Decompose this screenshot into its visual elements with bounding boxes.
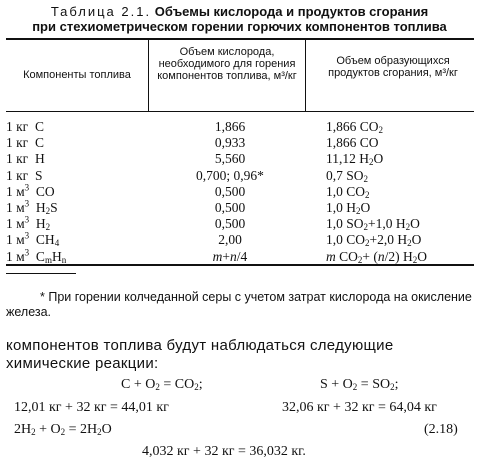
component-cell: 1 $м^3$ $C_mH_n$ xyxy=(6,247,67,265)
component-cell: 1 кг S xyxy=(6,167,43,183)
equation-hydrogen: $2H_2 + O_2 = 2H_2O$ xyxy=(14,422,112,437)
table-top-rule xyxy=(6,38,474,40)
component-cell: 1 кг C xyxy=(6,135,44,151)
component-cell: 1 $м^3$ CO xyxy=(6,182,55,199)
component-cell: 1 $м^3$ $CH_4$ xyxy=(6,230,60,249)
header-products: Объем образующихся продуктов сгорания, м³/кг xyxy=(328,55,458,79)
products-cell: 1,0 $H_2O$ xyxy=(326,200,371,216)
table-title: Объемы кислорода и продуктов сгорания xyxy=(154,4,429,19)
table-row xyxy=(0,200,479,215)
oxygen-cell: 5,560 xyxy=(214,151,246,167)
header-components: Компоненты топлива xyxy=(23,69,131,81)
equation-sulfur: $S + O_2 = SO_2$; xyxy=(320,377,399,392)
equation-carbon-mass: 12,01 кг + 32 кг = 44,01 кг xyxy=(14,400,169,415)
equation-carbon: $C + O_2 = CO_2$; xyxy=(121,377,203,392)
table-row xyxy=(0,135,479,150)
table-title-cont: при стехиометрическом горении горючих компонентов топлива xyxy=(32,19,447,34)
products-cell: 1,0 $CO_2$ xyxy=(326,183,370,200)
products-cell: 1,0 $CO_2+2,0$ $H_2O$ xyxy=(326,232,422,249)
table-label: Таблица 2.1. xyxy=(50,4,152,19)
table-caption xyxy=(0,4,479,34)
oxygen-cell: 1,866 xyxy=(214,119,246,134)
oxygen-cell: 2,00 xyxy=(218,232,242,248)
oxygen-cell: 0,500 xyxy=(214,183,246,199)
products-cell: m $CO_2+ (n/2)$ $H_2O$ xyxy=(326,248,427,265)
products-cell: 1,866 $CO_2$ xyxy=(326,119,384,135)
header-oxygen: Объем кислорода, необходимого для горения компонентов топлива, м³/кг xyxy=(157,46,297,82)
table-row xyxy=(0,232,479,247)
table-row xyxy=(0,119,479,134)
component-cell: 1 кг C xyxy=(6,119,44,134)
component-cell: 1 $м^3$ $H_2$ xyxy=(6,214,51,233)
oxygen-cell: 0,500 xyxy=(214,200,246,215)
equation-sulfur-mass: 32,06 кг + 32 кг = 64,04 кг xyxy=(282,400,437,415)
oxygen-cell: 0,500 xyxy=(214,216,246,232)
component-cell: 1 $м^3$ $H_2S$ xyxy=(6,198,58,216)
equation-number: (2.18) xyxy=(424,422,458,437)
table-row xyxy=(0,249,479,264)
column-divider-1 xyxy=(148,39,149,112)
table-row xyxy=(0,216,479,231)
products-cell: 1,0 $SO_2+1,0$ $H_2O$ xyxy=(326,216,420,233)
products-cell: 0,7 $SO_2$ xyxy=(326,167,369,184)
body-paragraph: компонентов топлива будут наблюдаться следующие химические реакции: xyxy=(6,337,394,372)
oxygen-cell: 0,933 xyxy=(214,135,246,151)
component-cell: 1 кг H xyxy=(6,151,45,167)
products-cell: 11,12 $H_2O$ xyxy=(326,151,384,168)
table-row xyxy=(0,184,479,199)
oxygen-cell: 0,700; 0,96* xyxy=(196,167,264,183)
table-bottom-rule xyxy=(6,264,474,266)
equation-hydrogen-mass: 4,032 кг + 32 кг = 36,032 кг. xyxy=(142,444,306,459)
table-row xyxy=(0,168,479,183)
oxygen-cell: m+n/4 xyxy=(212,248,248,264)
footnote: * При горении колчеданной серы с учетом затрат кислорода на окисление железа. xyxy=(6,290,472,319)
table-row xyxy=(0,151,479,166)
caption-line-1 xyxy=(0,4,479,19)
products-cell: 1,866 CO xyxy=(326,135,379,151)
footnote-rule xyxy=(6,273,76,274)
caption-line-2 xyxy=(0,19,479,34)
column-divider-2 xyxy=(305,39,306,112)
table-header-rule xyxy=(6,111,474,112)
